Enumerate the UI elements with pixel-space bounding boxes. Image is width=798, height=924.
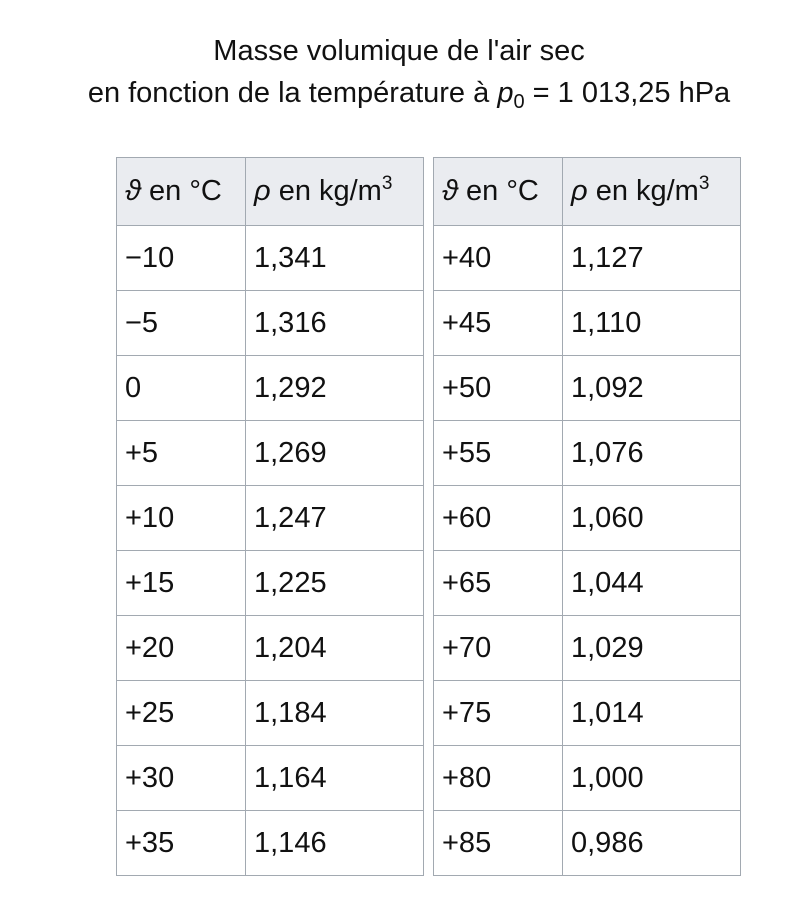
- caption-line-1: Masse volumique de l'air sec: [213, 35, 585, 67]
- temperature-cell: +25: [117, 681, 246, 746]
- temperature-cell: +30: [117, 746, 246, 811]
- table-row: [117, 226, 424, 291]
- density-header: [246, 158, 424, 226]
- table-row: [434, 356, 741, 421]
- table-row: [117, 681, 424, 746]
- temperature-cell: +45: [434, 291, 563, 356]
- density-cell: 1,110: [563, 291, 741, 356]
- temperature-header: [434, 158, 563, 226]
- density-cell: 1,269: [246, 421, 424, 486]
- density-cell: 1,029: [563, 616, 741, 681]
- density-cell: 1,127: [563, 226, 741, 291]
- density-cell: 1,316: [246, 291, 424, 356]
- temperature-cell: +15: [117, 551, 246, 616]
- table-row: [117, 616, 424, 681]
- temperature-cell: +10: [117, 486, 246, 551]
- density-symbol: ρ: [254, 175, 271, 207]
- density-cell: 1,247: [246, 486, 424, 551]
- table-row: [434, 486, 741, 551]
- table-row: [117, 811, 424, 876]
- pressure-symbol: p: [497, 77, 514, 109]
- caption-line-2-prefix: en fonction de la température à: [87, 77, 490, 109]
- density-cell: 1,292: [246, 356, 424, 421]
- density-unit: en kg/m: [595, 175, 699, 207]
- table-caption: [0, 30, 798, 114]
- density-cell: 0,986: [563, 811, 741, 876]
- temperature-cell: 0: [117, 356, 246, 421]
- temperature-unit: en °C: [466, 175, 539, 207]
- temperature-cell: +55: [434, 421, 563, 486]
- temperature-symbol: ϑ: [442, 175, 458, 207]
- density-exponent: 3: [698, 173, 710, 194]
- table-row: [434, 616, 741, 681]
- table-row: [434, 551, 741, 616]
- temperature-cell: +50: [434, 356, 563, 421]
- density-cell: 1,060: [563, 486, 741, 551]
- temperature-cell: +35: [117, 811, 246, 876]
- temperature-cell: +40: [434, 226, 563, 291]
- density-cell: 1,092: [563, 356, 741, 421]
- temperature-cell: +5: [117, 421, 246, 486]
- table-row: [434, 746, 741, 811]
- density-cell: 1,146: [246, 811, 424, 876]
- density-cell: 1,225: [246, 551, 424, 616]
- table-row: [117, 486, 424, 551]
- density-cell: 1,076: [563, 421, 741, 486]
- table-row: [117, 356, 424, 421]
- density-cell: 1,184: [246, 681, 424, 746]
- temperature-cell: +85: [434, 811, 563, 876]
- caption-line-2-suffix: = 1 013,25 hPa: [532, 77, 731, 109]
- table-row: [117, 291, 424, 356]
- caption-line-2: [10, 72, 798, 114]
- temperature-cell: −5: [117, 291, 246, 356]
- table-row: [434, 291, 741, 356]
- density-cell: 1,204: [246, 616, 424, 681]
- density-tables: [116, 157, 741, 876]
- density-cell: 1,000: [563, 746, 741, 811]
- density-exponent: 3: [381, 173, 393, 194]
- table-row: [434, 681, 741, 746]
- temperature-cell: +70: [434, 616, 563, 681]
- table-row: [434, 226, 741, 291]
- temperature-cell: +80: [434, 746, 563, 811]
- table-header-row: [434, 158, 741, 226]
- temperature-cell: +60: [434, 486, 563, 551]
- density-table-left: [116, 157, 424, 876]
- density-cell: 1,164: [246, 746, 424, 811]
- pressure-subscript: 0: [513, 91, 525, 113]
- table-row: [117, 746, 424, 811]
- temperature-cell: +75: [434, 681, 563, 746]
- density-cell: 1,044: [563, 551, 741, 616]
- table-row: [117, 421, 424, 486]
- density-header: [563, 158, 741, 226]
- density-cell: 1,014: [563, 681, 741, 746]
- density-table-right: [433, 157, 741, 876]
- density-unit: en kg/m: [278, 175, 382, 207]
- temperature-cell: −10: [117, 226, 246, 291]
- temperature-cell: +20: [117, 616, 246, 681]
- table-row: [117, 551, 424, 616]
- table-gap: [424, 157, 433, 876]
- temperature-cell: +65: [434, 551, 563, 616]
- temperature-header: [117, 158, 246, 226]
- density-cell: 1,341: [246, 226, 424, 291]
- table-header-row: [117, 158, 424, 226]
- temperature-symbol: ϑ: [125, 175, 141, 207]
- table-row: [434, 421, 741, 486]
- density-symbol: ρ: [571, 175, 588, 207]
- temperature-unit: en °C: [149, 175, 222, 207]
- table-row: [434, 811, 741, 876]
